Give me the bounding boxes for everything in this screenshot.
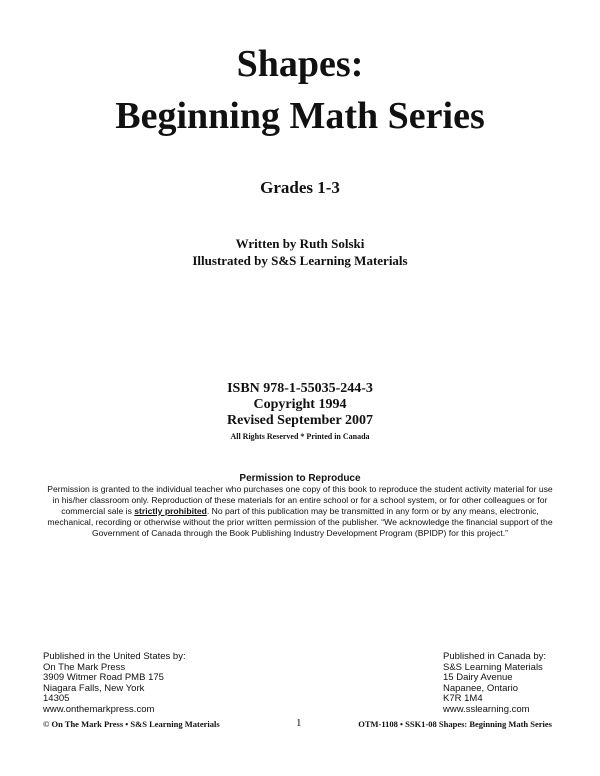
ca-publisher-line: 15 Dairy Avenue — [443, 672, 513, 683]
footer-copyright: © On The Mark Press • S&S Learning Materials — [43, 719, 220, 729]
footer-series-code: OTM-1108 • SSK1-08 Shapes: Beginning Math Series — [358, 719, 552, 729]
ca-publisher-line: S&S Learning Materials — [443, 661, 543, 673]
isbn: ISBN 978-1-55035-244-3 — [227, 381, 373, 396]
us-publisher-line: Published in the United States by: — [43, 651, 186, 662]
title-line-1: Shapes: — [236, 43, 364, 85]
permission-heading: Permission to Reproduce — [239, 473, 361, 484]
canada-publisher-address — [443, 652, 546, 715]
rights-notice: All Rights Reserved * Printed in Canada — [230, 432, 370, 441]
us-publisher-website: www.onthemarkpress.com — [43, 703, 155, 715]
us-publisher-address — [43, 652, 186, 715]
us-publisher-line: 14305 — [43, 693, 70, 704]
revision-date: Revised September 2007 — [227, 413, 373, 428]
copyright: Copyright 1994 — [253, 397, 347, 412]
us-publisher-line: On The Mark Press — [43, 661, 126, 673]
ca-publisher-line: Published in Canada by: — [443, 651, 546, 662]
author-credit: Written by Ruth Solski — [235, 236, 365, 251]
ca-publisher-line: K7R 1M4 — [443, 693, 483, 704]
us-publisher-line: Niagara Falls, New York — [43, 682, 145, 694]
illustrator-credit: Illustrated by S&S Learning Materials — [192, 253, 408, 268]
us-publisher-line: 3909 Witmer Road PMB 175 — [43, 672, 164, 683]
page-number: 1 — [296, 717, 302, 729]
grade-level: Grades 1-3 — [260, 178, 340, 197]
permission-text-after: . No part of this publication may be transmitted in any form or by any means, electronic, mechanical, recording or otherwise without the prior written permission of the publisher. “We acknowledge the financial support of the Government of Canada through the Book Publishing Industry Development Program (BPIDP) for this project.” — [47, 506, 553, 538]
ca-publisher-line: Napanee, Ontario — [443, 682, 518, 694]
ca-publisher-website: www.sslearning.com — [443, 703, 530, 715]
permission-text — [47, 484, 553, 539]
permission-emphasis: strictly prohibited — [134, 506, 207, 516]
title-line-2: Beginning Math Series — [115, 95, 485, 137]
permission-text-before: Permission is granted to the individual teacher who purchases one copy of this book to reproduce the student activity material for use in his/her classroom only. Reproduction of these materials for an entire school or for a school system, or for other colleagues or for commercial sale is — [47, 484, 553, 516]
